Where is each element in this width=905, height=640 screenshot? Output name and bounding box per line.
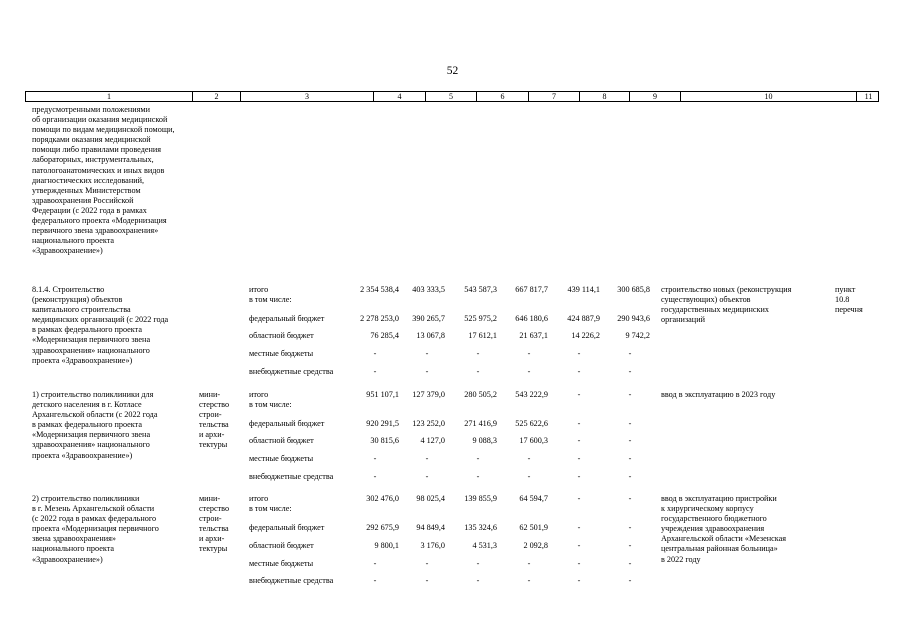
cell: 13 067,8 [416,331,445,340]
cell: 30 815,6 [370,436,399,445]
cell: 290 943,6 [617,314,650,323]
header-col-1: 1 [107,92,111,101]
cell: 302 476,0 [366,494,399,503]
section-result: ввод в эксплуатацию пристройки к хирургическому корпусу государственного бюджетного учреждения здравоохранения Архангельской области «Мезенская центральная районная больница» в 2022 году [661,494,786,564]
cell: - [628,390,632,399]
cell: 17 612,1 [468,331,497,340]
section-title: 2) строительство поликлиники в г. Мезень Архангельской области (с 2022 года в рамках федерального проекта «Модернизация первичного звена здравоохранения» национального проекта «Здравоохранение») [32,494,159,564]
cell: 21 637,1 [519,331,548,340]
section-title: 1) строительство поликлиники для детского населения в г. Котласе Архангельской области (с 2022 года в рамках федерального проекта «Модернизация первичного звена здравоохранения» национального проекта «Здравоохранение») [32,390,158,460]
cell: 525 975,2 [464,314,497,323]
cell: - [628,472,632,481]
header-col-11: 11 [856,92,880,101]
cell: - [577,523,581,532]
row-label: итого в том числе: [249,494,292,514]
cell: - [373,454,377,463]
cell: - [527,576,531,585]
row-local [0,559,905,571]
row-label: местные бюджеты [249,454,314,463]
row-label: внебюджетные средства [249,367,334,376]
cell: - [577,436,581,445]
row-label: федеральный бюджет [249,314,325,323]
header-col-7: 7 [528,92,579,101]
row-label: местные бюджеты [249,559,314,568]
row-label: внебюджетные средства [249,576,334,585]
cell: - [577,494,581,503]
cell: - [527,349,531,358]
cell: 123 252,0 [412,419,445,428]
cell: 135 324,6 [464,523,497,532]
row-label: внебюджетные средства [249,472,334,481]
cell: 292 675,9 [366,523,399,532]
cell: - [527,367,531,376]
header-col-3: 3 [240,92,373,101]
header-col-4: 4 [373,92,425,101]
cell: 280 505,2 [464,390,497,399]
cell: - [577,390,581,399]
row-regional [0,541,905,553]
cell: 300 685,8 [617,285,650,294]
header-col-2: 2 [192,92,240,101]
cell: - [425,576,429,585]
section-reference: пункт 10.8 перечня [835,285,863,315]
cell: 64 594,7 [519,494,548,503]
cell: 2 092,8 [523,541,548,550]
row-total [0,390,905,410]
cell: 9 800,1 [374,541,399,550]
cell: 9 742,2 [625,331,650,340]
continuation-text: предусмотренными положениями об организации оказания медицинской помощи по видам медицинской помощи, порядками оказания медицинской помощи либо правилами проведения лабораторных, инструментальных, патологоанатомических и иных видов диагностических исследований, утвержденных Министерством здравоохранения Российской Федерации (с 2022 года в рамках федерального проекта «Модернизация первичного звена здравоохранения» национального проекта «Здравоохранение») [32,105,175,256]
cell: - [628,523,632,532]
row-federal [0,419,905,431]
cell: - [577,472,581,481]
cell: - [425,454,429,463]
row-label: областной бюджет [249,331,314,340]
cell: - [577,576,581,585]
row-label: областной бюджет [249,436,314,445]
cell: - [476,454,480,463]
cell: 2 354 538,4 [360,285,399,294]
cell: 127 379,0 [412,390,445,399]
row-local [0,454,905,466]
cell: 9 088,3 [472,436,497,445]
cell: - [476,472,480,481]
cell: 98 025,4 [416,494,445,503]
cell: 4 531,3 [472,541,497,550]
cell: 525 622,6 [515,419,548,428]
cell: - [425,349,429,358]
row-label: итого в том числе: [249,390,292,410]
row-regional [0,331,905,343]
cell: 543 587,3 [464,285,497,294]
cell: 94 849,4 [416,523,445,532]
cell: 424 887,9 [567,314,600,323]
row-extrabudget [0,367,905,379]
header-col-6: 6 [476,92,528,101]
header-col-5: 5 [425,92,476,101]
cell: - [373,576,377,585]
row-label: областной бюджет [249,541,314,550]
cell: - [628,349,632,358]
cell: - [373,367,377,376]
cell: - [628,559,632,568]
cell: 390 265,7 [412,314,445,323]
row-federal [0,523,905,535]
cell: - [577,454,581,463]
cell: - [628,576,632,585]
cell: - [628,367,632,376]
section-executor: мини- стерство строи- тельства и архи- тектуры [199,390,230,450]
cell: - [628,419,632,428]
header-col-9: 9 [629,92,680,101]
cell: 4 127,0 [420,436,445,445]
cell: - [628,454,632,463]
row-label: федеральный бюджет [249,523,325,532]
cell: - [577,559,581,568]
cell: - [373,349,377,358]
row-local [0,349,905,361]
row-label: итого в том числе: [249,285,292,305]
cell: - [476,559,480,568]
header-col-10: 10 [680,92,856,101]
cell: - [476,576,480,585]
row-extrabudget [0,576,905,588]
cell: 14 226,2 [571,331,600,340]
cell: - [425,367,429,376]
cell: 76 285,4 [370,331,399,340]
cell: 62 501,9 [519,523,548,532]
cell: - [373,472,377,481]
row-extrabudget [0,472,905,484]
cell: 139 855,9 [464,494,497,503]
row-regional [0,436,905,448]
cell: 543 222,9 [515,390,548,399]
row-label: местные бюджеты [249,349,314,358]
cell: - [577,349,581,358]
cell: - [628,541,632,550]
cell: 667 817,7 [515,285,548,294]
cell: - [577,367,581,376]
row-total [0,494,905,514]
cell: - [373,559,377,568]
cell: - [425,472,429,481]
section-title: 8.1.4. Строительство (реконструкция) объектов капитального строительства медицинских организаций (с 2022 года в рамках федерального проекта «Модернизация первичного звена здравоохранения» национального проекта «Здравоохранение») [32,285,169,365]
table-header-row [25,91,879,102]
cell: 2 278 253,0 [360,314,399,323]
cell: - [577,541,581,550]
cell: 439 114,1 [567,285,600,294]
cell: - [628,436,632,445]
cell: 920 291,5 [366,419,399,428]
header-col-8: 8 [579,92,629,101]
cell: - [527,454,531,463]
row-label: федеральный бюджет [249,419,325,428]
cell: - [476,367,480,376]
section-result: строительство новых (реконструкция существующих) объектов государственных медицинских организаций [661,285,792,325]
page-number: 52 [446,65,459,77]
cell: 271 416,9 [464,419,497,428]
cell: 3 176,0 [420,541,445,550]
cell: 403 333,5 [412,285,445,294]
cell: - [476,349,480,358]
section-result: ввод в эксплуатацию в 2023 году [661,390,776,399]
cell: 646 180,6 [515,314,548,323]
cell: - [425,559,429,568]
cell: - [577,419,581,428]
cell: - [628,494,632,503]
cell: 951 107,1 [366,390,399,399]
cell: - [527,472,531,481]
cell: - [527,559,531,568]
row-federal [0,314,905,326]
section-executor: мини- стерство строи- тельства и архи- тектуры [199,494,230,554]
cell: 17 600,3 [519,436,548,445]
